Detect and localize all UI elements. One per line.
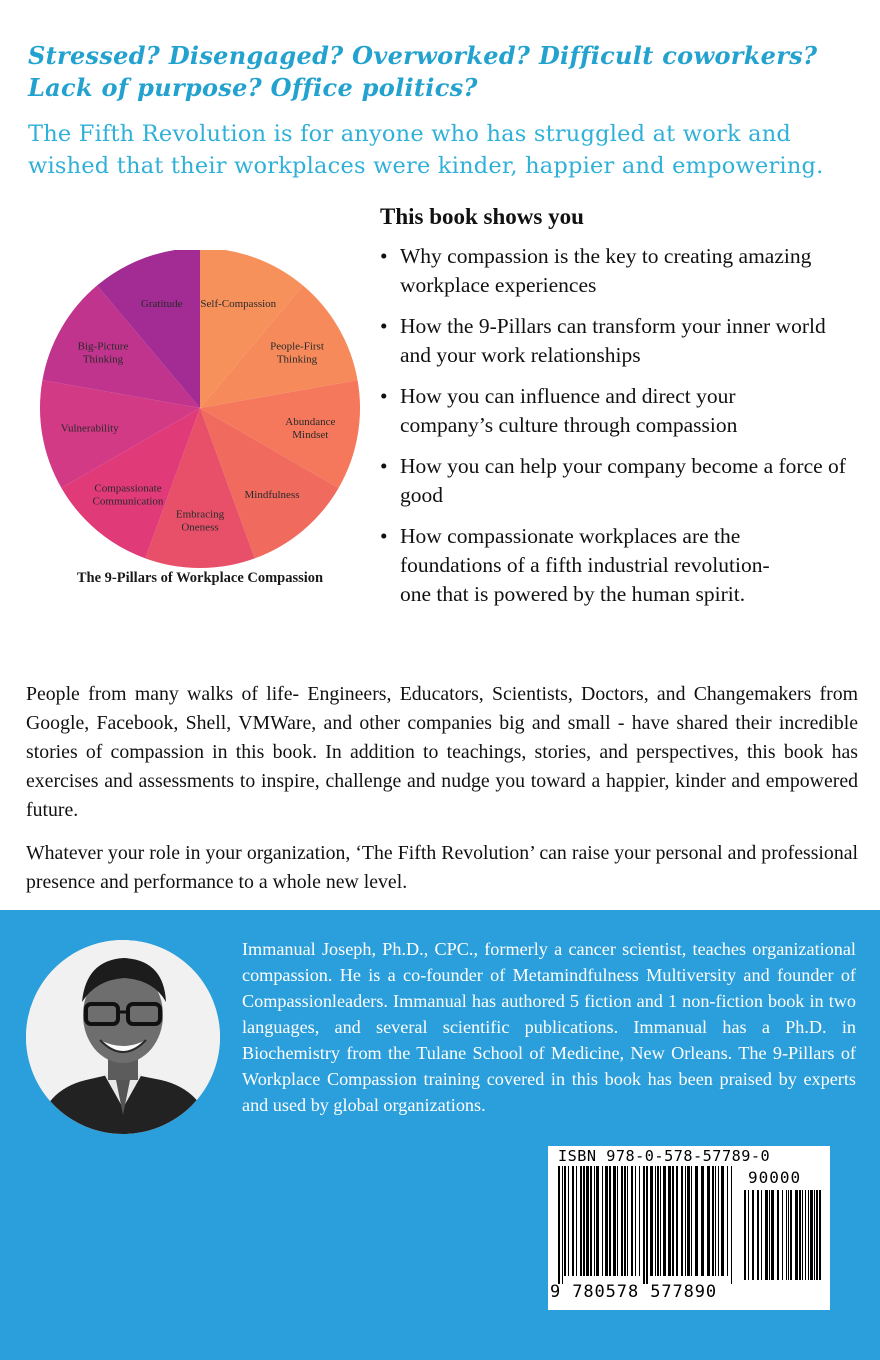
benefit-text: How you can influence and direct your company’s culture through compassion xyxy=(400,384,738,437)
bullet-icon: • xyxy=(380,244,388,268)
pillar-label: Abundance Mindset xyxy=(285,415,336,441)
author-bio: Immanual Joseph, Ph.D., CPC., formerly a cancer scientist, teaches organizational compassion. He is a co-founder of Metamindfulness Multiversity and founder of Compassionleaders. Immanual has authored 5 fiction and 1 non-fiction book in two languages, and several scientific publications. Immanual has a Ph.D. in Biochemistry from the Tulane School of Medicine, New Orleans. The 9-Pillars of Workplace Compassion training covered in this book has been praised by experts and used by global organizations. xyxy=(242,939,856,1115)
price-code: 90000 xyxy=(748,1168,802,1187)
diagram-caption: The 9-Pillars of Workplace Compassion xyxy=(76,570,324,586)
pillar-label: People-First Thinking xyxy=(270,340,324,366)
body-paragraph-2: Whatever your role in your organization, ‘The Fifth Revolution’ can raise your personal and professional presence and performance to a whole new level. xyxy=(26,842,858,893)
benefit-text: How compassionate workplaces are the foundations of a fifth industrial revolution- one that is powered by the human spirit. xyxy=(400,524,770,606)
benefit-item xyxy=(378,382,873,440)
benefits-list xyxy=(378,242,873,609)
author-portrait-icon xyxy=(26,940,220,1134)
bullet-icon: • xyxy=(380,454,388,478)
pillar-label: Embracing Oneness xyxy=(175,508,225,534)
tagline: Stressed? Disengaged? Overworked? Difficult coworkers? Lack of purpose? Office politics? xyxy=(28,41,818,102)
benefit-item xyxy=(378,522,873,609)
benefit-item xyxy=(378,312,873,370)
nine-pillars-diagram xyxy=(30,250,370,570)
benefits-heading: This book shows you xyxy=(380,204,584,229)
pillar-label: Vulnerability xyxy=(60,422,119,435)
author-photo xyxy=(26,940,220,1134)
pillars-wheel xyxy=(30,250,370,570)
benefit-item xyxy=(378,242,873,300)
body-paragraph-1: People from many walks of life- Engineers, Educators, Scientists, Doctors, and Changemakers from Google, Facebook, Shell, VMWare, and other companies big and small - have shared their incredible stories of compassion in this book. In addition to teachings, stories, and perspectives, this book has exercises and assessments to inspire, challenge and nudge you toward a happier, kinder and empowered future. xyxy=(26,683,858,821)
benefit-text: Why compassion is the key to creating amazing workplace experiences xyxy=(400,244,812,297)
bullet-icon: • xyxy=(380,524,388,548)
bullet-icon: • xyxy=(380,384,388,408)
isbn-barcode xyxy=(548,1146,830,1310)
pillar-label: Big-Picture Thinking xyxy=(77,340,129,366)
isbn-number: ISBN 978-0-578-57789-0 xyxy=(558,1147,771,1165)
bullet-icon: • xyxy=(380,314,388,338)
benefit-text: How you can help your company become a force of good xyxy=(400,454,846,507)
barcode-digits: 9 780578 577890 xyxy=(550,1282,718,1302)
intro-text: The Fifth Revolution is for anyone who has struggled at work and wished that their workplaces were kinder, happier and empowering. xyxy=(28,121,824,179)
pillar-label: Self-Compassion xyxy=(200,297,277,310)
pillar-label: Mindfulness xyxy=(244,488,300,501)
benefit-item xyxy=(378,452,873,510)
pillar-label: Compassionate Communication xyxy=(92,482,164,508)
pillar-label: Gratitude xyxy=(140,297,183,310)
book-benefits xyxy=(378,202,873,621)
benefit-text: How the 9-Pillars can transform your inner world and your work relationships xyxy=(400,314,826,367)
